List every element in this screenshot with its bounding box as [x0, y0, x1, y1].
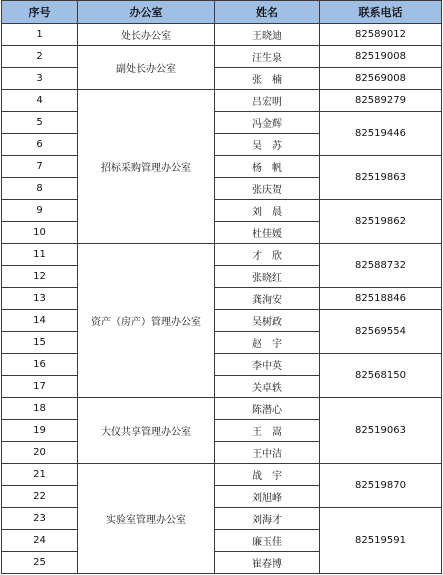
row-no: 19 — [2, 420, 78, 442]
phone-cell: 82569008 — [320, 68, 442, 90]
office-cell: 副处长办公室 — [78, 46, 215, 90]
row-no: 14 — [2, 310, 78, 332]
table-row — [2, 244, 442, 266]
header-name: 姓名 — [215, 1, 320, 24]
name-cell: 龚洵安 — [215, 288, 320, 310]
row-no: 10 — [2, 222, 78, 244]
table-row — [2, 46, 442, 68]
row-no: 17 — [2, 376, 78, 398]
phone-cell: 82589012 — [320, 24, 442, 46]
name-cell: 才 欣 — [215, 244, 320, 266]
name-cell: 吕宏明 — [215, 90, 320, 112]
row-no: 20 — [2, 442, 78, 464]
table-row — [2, 24, 442, 46]
name-cell: 张晓红 — [215, 266, 320, 288]
name-cell: 王晓迪 — [215, 24, 320, 46]
phone-cell: 82568150 — [320, 354, 442, 398]
name-cell: 吴树政 — [215, 310, 320, 332]
office-cell: 处长办公室 — [78, 24, 215, 46]
phone-cell: 82519862 — [320, 200, 442, 244]
phone-cell: 82519446 — [320, 112, 442, 156]
table-row — [2, 310, 442, 332]
name-cell: 李中英 — [215, 354, 320, 376]
table-row — [2, 398, 442, 420]
row-no: 4 — [2, 90, 78, 112]
header-row — [2, 1, 442, 24]
table-row — [2, 464, 442, 486]
row-no: 24 — [2, 530, 78, 552]
row-no: 12 — [2, 266, 78, 288]
name-cell: 张庆贺 — [215, 178, 320, 200]
table-row — [2, 90, 442, 112]
row-no: 16 — [2, 354, 78, 376]
name-cell: 王中洁 — [215, 442, 320, 464]
header-office: 办公室 — [78, 1, 215, 24]
row-no: 6 — [2, 134, 78, 156]
name-cell: 汪生泉 — [215, 46, 320, 68]
phone-cell: 82569554 — [320, 310, 442, 354]
office-cell: 招标采购管理办公室 — [78, 90, 215, 244]
name-cell: 刘旭峰 — [215, 486, 320, 508]
table-row — [2, 354, 442, 376]
phone-cell: 82519008 — [320, 46, 442, 68]
row-no: 13 — [2, 288, 78, 310]
table-row — [2, 68, 442, 90]
contact-table — [1, 0, 442, 574]
row-no: 3 — [2, 68, 78, 90]
row-no: 25 — [2, 552, 78, 574]
name-cell: 杨 帆 — [215, 156, 320, 178]
row-no: 22 — [2, 486, 78, 508]
office-cell: 实验室管理办公室 — [78, 464, 215, 574]
name-cell: 崔春博 — [215, 552, 320, 574]
row-no: 2 — [2, 46, 78, 68]
name-cell: 关卓轶 — [215, 376, 320, 398]
phone-cell: 82519063 — [320, 398, 442, 464]
office-cell: 大仪共享管理办公室 — [78, 398, 215, 464]
row-no: 5 — [2, 112, 78, 134]
name-cell: 陈潜心 — [215, 398, 320, 420]
header-phone: 联系电话 — [320, 1, 442, 24]
table-row — [2, 288, 442, 310]
name-cell: 赵 宇 — [215, 332, 320, 354]
row-no: 11 — [2, 244, 78, 266]
table-row — [2, 156, 442, 178]
row-no: 7 — [2, 156, 78, 178]
row-no: 9 — [2, 200, 78, 222]
name-cell: 王 嵩 — [215, 420, 320, 442]
table-row — [2, 200, 442, 222]
table-row — [2, 508, 442, 530]
name-cell: 刘 晨 — [215, 200, 320, 222]
name-cell: 张 楠 — [215, 68, 320, 90]
name-cell: 吴 苏 — [215, 134, 320, 156]
row-no: 21 — [2, 464, 78, 486]
phone-cell: 82588732 — [320, 244, 442, 288]
table-row — [2, 112, 442, 134]
phone-cell: 82589279 — [320, 90, 442, 112]
phone-cell: 82519870 — [320, 464, 442, 508]
name-cell: 廉玉佳 — [215, 530, 320, 552]
header-no: 序号 — [2, 1, 78, 24]
row-no: 23 — [2, 508, 78, 530]
office-cell: 资产（房产）管理办公室 — [78, 244, 215, 398]
phone-cell: 82518846 — [320, 288, 442, 310]
row-no: 1 — [2, 24, 78, 46]
name-cell: 刘海才 — [215, 508, 320, 530]
row-no: 18 — [2, 398, 78, 420]
name-cell: 战 宇 — [215, 464, 320, 486]
phone-cell: 82519863 — [320, 156, 442, 200]
name-cell: 杜佳媛 — [215, 222, 320, 244]
name-cell: 冯金辉 — [215, 112, 320, 134]
row-no: 8 — [2, 178, 78, 200]
phone-cell: 82519591 — [320, 508, 442, 574]
row-no: 15 — [2, 332, 78, 354]
